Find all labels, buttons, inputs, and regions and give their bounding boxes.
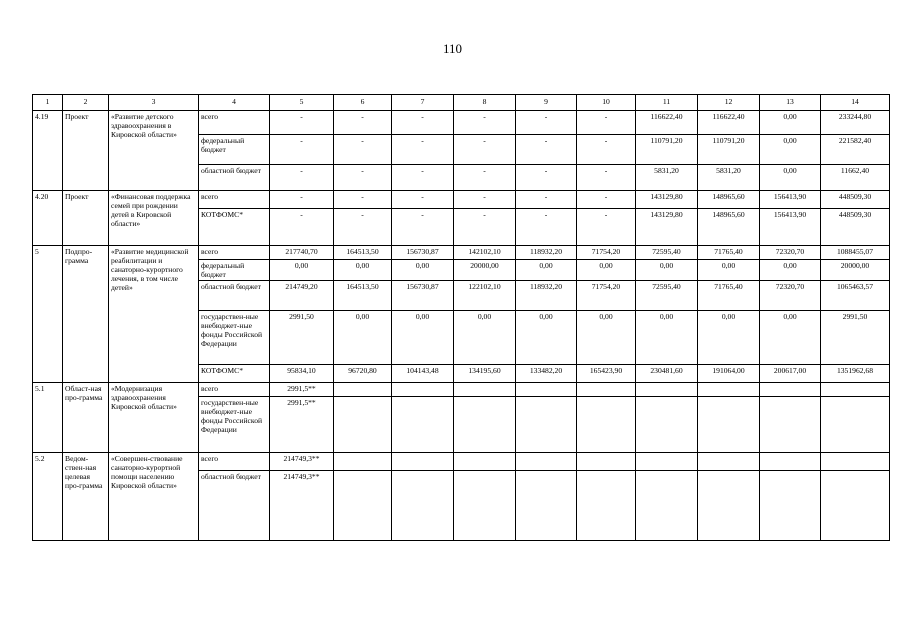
value-cell: 2991,50 xyxy=(821,311,890,365)
value-cell: 2991,5** xyxy=(270,383,334,397)
value-cell: 214749,3** xyxy=(270,453,334,471)
value-cell: 95834,10 xyxy=(270,365,334,383)
value-cell: 72320,70 xyxy=(760,281,821,311)
row-number: 5 xyxy=(33,246,63,383)
value-cell xyxy=(760,453,821,471)
value-cell xyxy=(577,383,636,397)
value-cell xyxy=(392,397,454,453)
value-cell: - xyxy=(577,165,636,191)
row-name: «Развитие детского здравоохранения в Кировской области» xyxy=(109,111,199,191)
value-cell: 191064,00 xyxy=(698,365,760,383)
value-cell xyxy=(454,453,516,471)
value-cell: 71765,40 xyxy=(698,281,760,311)
value-cell xyxy=(698,383,760,397)
value-cell: 0,00 xyxy=(698,260,760,281)
funding-source: всего xyxy=(199,453,270,471)
value-cell xyxy=(636,397,698,453)
value-cell: - xyxy=(392,191,454,209)
value-cell xyxy=(454,383,516,397)
value-cell: - xyxy=(270,165,334,191)
value-cell: 72320,70 xyxy=(760,246,821,260)
value-cell: 156413,90 xyxy=(760,191,821,209)
value-cell: 116622,40 xyxy=(636,111,698,135)
value-cell: 0,00 xyxy=(392,260,454,281)
value-cell: 143129,80 xyxy=(636,191,698,209)
value-cell: - xyxy=(270,191,334,209)
funding-source: всего xyxy=(199,383,270,397)
funding-source: всего xyxy=(199,191,270,209)
value-cell: - xyxy=(516,135,577,165)
value-cell: 20000,00 xyxy=(454,260,516,281)
row-name: «Развитие медицинской реабилитации и санаторно-курортного лечения, в том числе детей» xyxy=(109,246,199,383)
value-cell: - xyxy=(577,135,636,165)
header-cell: 11 xyxy=(636,95,698,111)
value-cell: - xyxy=(334,135,392,165)
value-cell: 0,00 xyxy=(636,260,698,281)
value-cell: 2991,50 xyxy=(270,311,334,365)
value-cell xyxy=(760,471,821,541)
value-cell: 0,00 xyxy=(334,311,392,365)
value-cell xyxy=(516,397,577,453)
value-cell: 11662,40 xyxy=(821,165,890,191)
value-cell xyxy=(577,471,636,541)
row-type: Ведом-ствен-ная целевая про-грамма xyxy=(63,453,109,541)
value-cell: 0,00 xyxy=(760,260,821,281)
header-row xyxy=(33,95,890,111)
value-cell xyxy=(821,383,890,397)
value-cell: 71765,40 xyxy=(698,246,760,260)
value-cell: - xyxy=(270,209,334,246)
value-cell: 148965,60 xyxy=(698,209,760,246)
value-cell: - xyxy=(454,165,516,191)
value-cell: 0,00 xyxy=(454,311,516,365)
value-cell: - xyxy=(270,111,334,135)
value-cell: 156730,87 xyxy=(392,246,454,260)
financing-table xyxy=(32,94,890,541)
funding-source: государствен-ные внебюджет-ные фонды Российской Федерации xyxy=(199,311,270,365)
row-type: Проект xyxy=(63,111,109,191)
value-cell xyxy=(454,471,516,541)
value-cell: 0,00 xyxy=(516,260,577,281)
value-cell: 110791,20 xyxy=(698,135,760,165)
row-type: Подпро-грамма xyxy=(63,246,109,383)
table-row xyxy=(33,191,890,209)
header-cell: 13 xyxy=(760,95,821,111)
value-cell: 165423,90 xyxy=(577,365,636,383)
funding-source: КОТФОМС* xyxy=(199,209,270,246)
value-cell xyxy=(577,397,636,453)
value-cell: 0,00 xyxy=(760,311,821,365)
value-cell xyxy=(636,383,698,397)
value-cell: - xyxy=(516,111,577,135)
value-cell: 71754,20 xyxy=(577,281,636,311)
value-cell: 0,00 xyxy=(760,135,821,165)
funding-source: всего xyxy=(199,246,270,260)
header-cell: 6 xyxy=(334,95,392,111)
value-cell: 134195,60 xyxy=(454,365,516,383)
value-cell: - xyxy=(577,209,636,246)
row-number: 4.20 xyxy=(33,191,63,246)
value-cell xyxy=(636,471,698,541)
value-cell: 1351962,68 xyxy=(821,365,890,383)
value-cell: 156730,87 xyxy=(392,281,454,311)
value-cell: - xyxy=(392,135,454,165)
value-cell: 1088455,07 xyxy=(821,246,890,260)
header-cell: 4 xyxy=(199,95,270,111)
header-cell: 7 xyxy=(392,95,454,111)
value-cell: 122102,10 xyxy=(454,281,516,311)
value-cell: 72595,40 xyxy=(636,246,698,260)
value-cell: 110791,20 xyxy=(636,135,698,165)
row-type: Област-ная про-грамма xyxy=(63,383,109,453)
funding-source: областной бюджет xyxy=(199,471,270,541)
value-cell: 142102,10 xyxy=(454,246,516,260)
value-cell xyxy=(821,471,890,541)
value-cell: 72595,40 xyxy=(636,281,698,311)
value-cell: 230481,60 xyxy=(636,365,698,383)
value-cell: 448509,30 xyxy=(821,191,890,209)
value-cell: - xyxy=(334,209,392,246)
value-cell: - xyxy=(516,165,577,191)
value-cell xyxy=(334,453,392,471)
value-cell: 0,00 xyxy=(334,260,392,281)
header-cell: 5 xyxy=(270,95,334,111)
table-row xyxy=(33,453,890,471)
value-cell: 116622,40 xyxy=(698,111,760,135)
value-cell xyxy=(698,471,760,541)
value-cell: 20000,00 xyxy=(821,260,890,281)
value-cell: 1065463,57 xyxy=(821,281,890,311)
table-row xyxy=(33,383,890,397)
value-cell xyxy=(760,397,821,453)
value-cell: 214749,3** xyxy=(270,471,334,541)
row-name: «Совершен-ствование санаторно-курортной помощи населению Кировской области» xyxy=(109,453,199,541)
value-cell: 0,00 xyxy=(516,311,577,365)
table-row xyxy=(33,246,890,260)
value-cell: 221582,40 xyxy=(821,135,890,165)
value-cell: - xyxy=(392,165,454,191)
value-cell xyxy=(454,397,516,453)
value-cell: 0,00 xyxy=(577,260,636,281)
value-cell: 71754,20 xyxy=(577,246,636,260)
value-cell: - xyxy=(454,135,516,165)
value-cell: - xyxy=(334,165,392,191)
header-cell: 9 xyxy=(516,95,577,111)
value-cell: - xyxy=(577,111,636,135)
value-cell: 118932,20 xyxy=(516,246,577,260)
funding-source: федеральный бюджет xyxy=(199,260,270,281)
value-cell: 0,00 xyxy=(698,311,760,365)
value-cell: 2991,5** xyxy=(270,397,334,453)
value-cell: - xyxy=(392,209,454,246)
value-cell: 0,00 xyxy=(577,311,636,365)
value-cell: 104143,48 xyxy=(392,365,454,383)
row-number: 5.2 xyxy=(33,453,63,541)
row-type: Проект xyxy=(63,191,109,246)
header-cell: 10 xyxy=(577,95,636,111)
value-cell: - xyxy=(270,135,334,165)
row-number: 5.1 xyxy=(33,383,63,453)
header-cell: 14 xyxy=(821,95,890,111)
value-cell: - xyxy=(454,209,516,246)
header-cell: 3 xyxy=(109,95,199,111)
value-cell: 156413,90 xyxy=(760,209,821,246)
value-cell xyxy=(760,383,821,397)
page-number: 110 xyxy=(442,41,463,56)
value-cell: - xyxy=(334,111,392,135)
value-cell: 143129,80 xyxy=(636,209,698,246)
value-cell xyxy=(392,453,454,471)
value-cell: - xyxy=(516,191,577,209)
funding-source: федеральный бюджет xyxy=(199,135,270,165)
value-cell xyxy=(821,397,890,453)
value-cell xyxy=(516,383,577,397)
value-cell xyxy=(334,397,392,453)
value-cell: 200617,00 xyxy=(760,365,821,383)
value-cell: 0,00 xyxy=(760,165,821,191)
value-cell: - xyxy=(334,191,392,209)
value-cell: 233244,80 xyxy=(821,111,890,135)
value-cell: - xyxy=(454,111,516,135)
row-number: 4.19 xyxy=(33,111,63,191)
table-row xyxy=(33,111,890,135)
value-cell: 217740,70 xyxy=(270,246,334,260)
funding-source: всего xyxy=(199,111,270,135)
value-cell xyxy=(392,383,454,397)
value-cell: 96720,80 xyxy=(334,365,392,383)
value-cell: 118932,20 xyxy=(516,281,577,311)
value-cell: 133482,20 xyxy=(516,365,577,383)
funding-source: областной бюджет xyxy=(199,281,270,311)
header-cell: 8 xyxy=(454,95,516,111)
value-cell: 448509,30 xyxy=(821,209,890,246)
value-cell xyxy=(698,453,760,471)
funding-source: областной бюджет xyxy=(199,165,270,191)
value-cell: 148965,60 xyxy=(698,191,760,209)
value-cell xyxy=(334,383,392,397)
value-cell: 164513,50 xyxy=(334,246,392,260)
value-cell xyxy=(577,453,636,471)
value-cell: 0,00 xyxy=(636,311,698,365)
value-cell: 0,00 xyxy=(760,111,821,135)
value-cell xyxy=(821,453,890,471)
value-cell: - xyxy=(577,191,636,209)
value-cell: 5831,20 xyxy=(636,165,698,191)
value-cell xyxy=(392,471,454,541)
value-cell: - xyxy=(516,209,577,246)
header-cell: 2 xyxy=(63,95,109,111)
value-cell: 164513,50 xyxy=(334,281,392,311)
value-cell xyxy=(334,471,392,541)
value-cell: 5831,20 xyxy=(698,165,760,191)
value-cell: - xyxy=(392,111,454,135)
value-cell: 0,00 xyxy=(392,311,454,365)
row-name: «Финансовая поддержка семей при рождении детей в Кировской области» xyxy=(109,191,199,246)
header-cell: 1 xyxy=(33,95,63,111)
funding-source: КОТФОМС* xyxy=(199,365,270,383)
value-cell xyxy=(516,471,577,541)
value-cell xyxy=(698,397,760,453)
value-cell: - xyxy=(454,191,516,209)
value-cell xyxy=(516,453,577,471)
row-name: «Модернизация здравоохранения Кировской области» xyxy=(109,383,199,453)
value-cell: 214749,20 xyxy=(270,281,334,311)
header-cell: 12 xyxy=(698,95,760,111)
value-cell: 0,00 xyxy=(270,260,334,281)
funding-source: государствен-ные внебюджет-ные фонды Российской Федерации xyxy=(199,397,270,453)
value-cell xyxy=(636,453,698,471)
